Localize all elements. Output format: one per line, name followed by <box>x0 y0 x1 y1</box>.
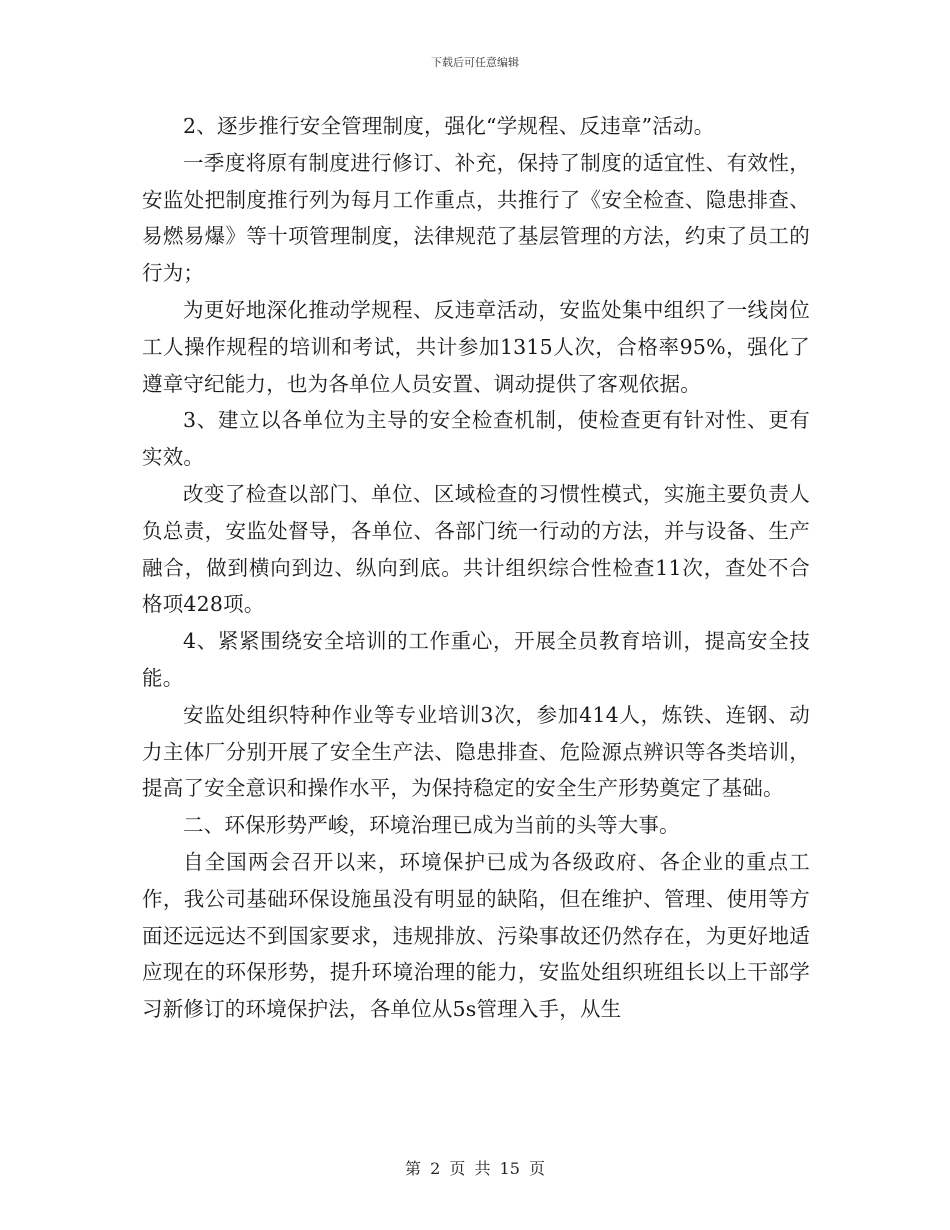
paragraph-1: 2、逐步推行安全管理制度，强化“学规程、反违章”活动。 <box>183 114 715 138</box>
paragraph-6: 4、紧紧围绕安全培训的工作重心，开展全员教育培训，提高安全技能。 <box>142 629 810 690</box>
paragraph-7: 安监处组织特种作业等专业培训3次，参加414人，炼铁、连钢、动力主体厂分别开展了安全生产法、隐患排查、危险源点辨识等各类培训，提高了安全意识和操作水平，为保持稳定的安全生产形势奠定了基础。 <box>142 702 810 801</box>
paragraph-8: 二、环保形势严峻，环境治理已成为当前的头等大事。 <box>183 813 680 838</box>
paragraph-2: 一季度将原有制度进行修订、补充，保持了制度的适宜性、有效性，安监处把制度推行列为每月工作重点，共推行了《安全检查、隐患排查、易燃易爆》等十项管理制度，法律规范了基层管理的方法，约束了员工的行为； <box>142 150 810 286</box>
paragraph-5: 改变了检查以部门、单位、区域检查的习惯性模式，实施主要负责人负总责，安监处督导，各单位、各部门统一行动的方法，并与设备、生产融合，做到横向到边、纵向到底。共计组织综合性检查11次，查处不合格项428项。 <box>142 481 810 617</box>
page-number-footer: 第 2 页 共 15 页 <box>405 1159 545 1178</box>
document-body <box>142 108 810 1028</box>
paragraph-3: 为更好地深化推动学规程、反违章活动，安监处集中组织了一线岗位工人操作规程的培训和考试，共计参加1315人次，合格率95%，强化了遵章守纪能力，也为各单位人员安置、调动提供了客观依据。 <box>142 297 810 396</box>
page-header: 下载后可任意编辑 <box>431 56 519 69</box>
paragraph-9: 自全国两会召开以来，环境保护已成为各级政府、各企业的重点工作，我公司基础环保设施虽没有明显的缺陷，但在维护、管理、使用等方面还远远达不到国家要求，违规排放、污染事故还仍然存在，为更好地适应现在的环保形势，提升环境治理的能力，安监处组织班组长以上干部学习新修订的环境保护法，各单位从5s管理入手，从生 <box>142 849 810 1022</box>
paragraph-4: 3、建立以各单位为主导的安全检查机制，使检查更有针对性、更有实效。 <box>142 408 810 470</box>
